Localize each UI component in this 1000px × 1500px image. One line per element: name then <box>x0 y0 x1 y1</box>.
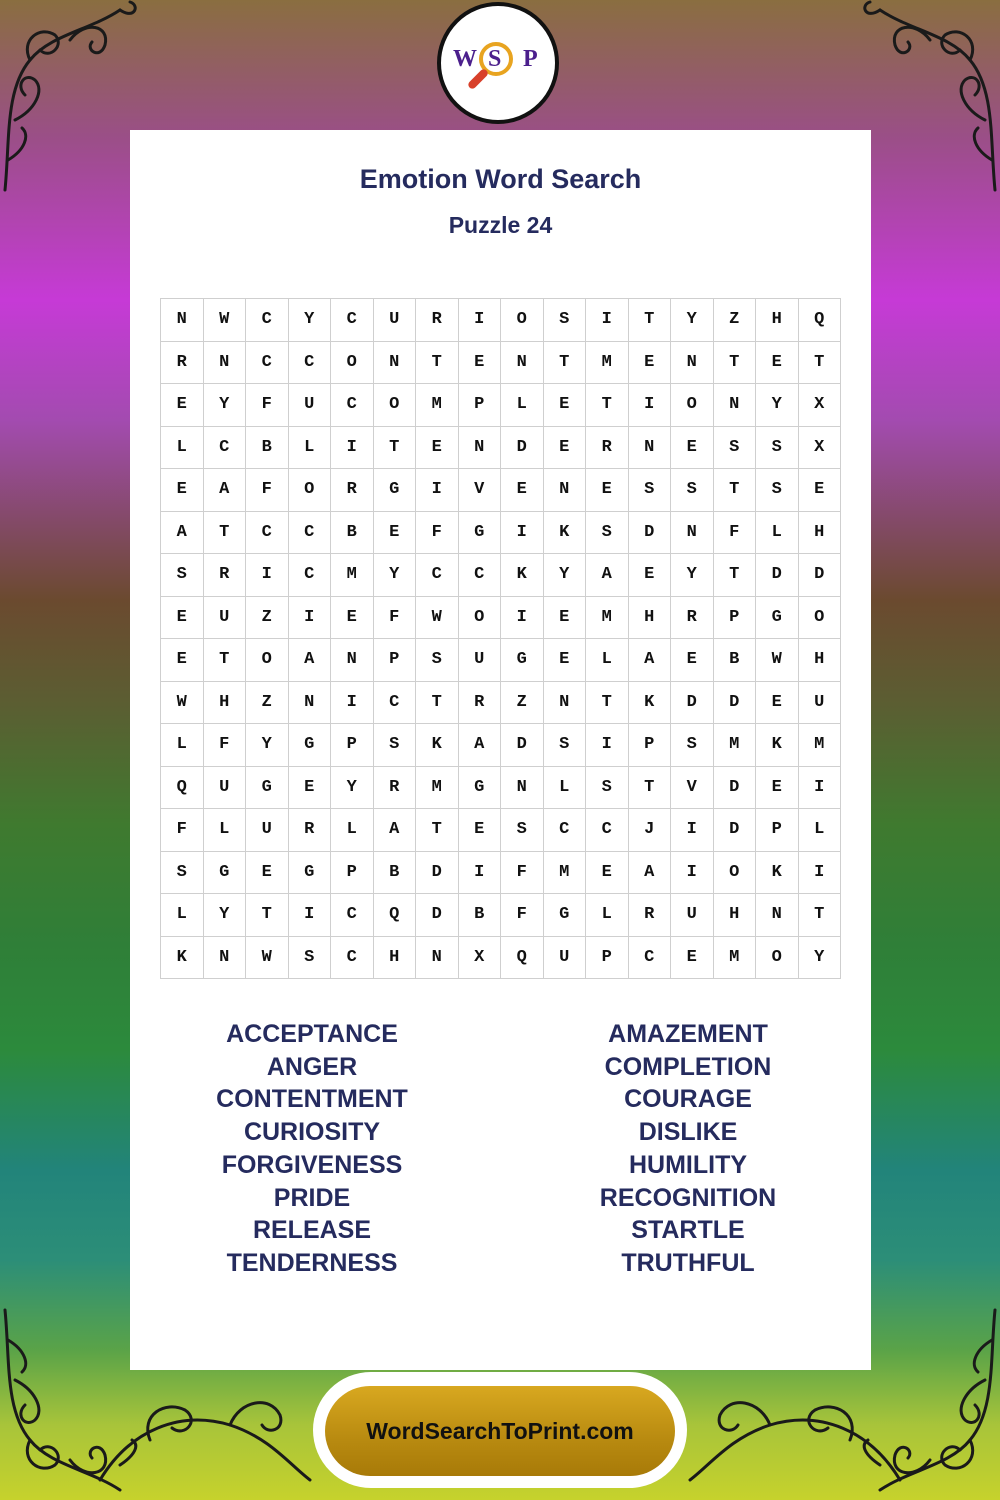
grid-cell[interactable]: C <box>374 682 417 725</box>
grid-cell[interactable]: S <box>289 937 332 980</box>
grid-cell[interactable]: V <box>459 469 502 512</box>
grid-cell[interactable]: L <box>544 767 587 810</box>
grid-cell[interactable]: S <box>756 427 799 470</box>
grid-cell[interactable]: O <box>374 384 417 427</box>
grid-cell[interactable]: M <box>714 724 757 767</box>
grid-cell[interactable]: H <box>756 299 799 342</box>
grid-cell[interactable]: T <box>799 342 842 385</box>
grid-cell[interactable]: K <box>544 512 587 555</box>
grid-cell[interactable]: D <box>501 724 544 767</box>
grid-cell[interactable]: N <box>161 299 204 342</box>
grid-cell[interactable]: Y <box>544 554 587 597</box>
grid-cell[interactable]: Y <box>246 724 289 767</box>
grid-cell[interactable]: E <box>289 767 332 810</box>
grid-cell[interactable]: T <box>629 767 672 810</box>
grid-cell[interactable]: D <box>501 427 544 470</box>
grid-cell[interactable]: U <box>799 682 842 725</box>
grid-cell[interactable]: P <box>331 852 374 895</box>
grid-cell[interactable]: R <box>374 767 417 810</box>
word-item: RECOGNITION <box>599 1183 777 1212</box>
grid-cell[interactable]: S <box>544 724 587 767</box>
grid-cell[interactable]: C <box>459 554 502 597</box>
grid-cell[interactable]: E <box>161 597 204 640</box>
grid-cell[interactable]: D <box>714 682 757 725</box>
grid-cell[interactable]: Y <box>374 554 417 597</box>
grid-cell[interactable]: C <box>246 342 289 385</box>
grid-cell[interactable]: T <box>799 894 842 937</box>
grid-cell[interactable]: D <box>756 554 799 597</box>
grid-cell[interactable]: N <box>544 682 587 725</box>
grid-cell[interactable]: L <box>204 809 247 852</box>
grid-cell[interactable]: S <box>374 724 417 767</box>
grid-cell[interactable]: C <box>586 809 629 852</box>
grid-cell[interactable]: D <box>714 767 757 810</box>
grid-cell[interactable]: T <box>629 299 672 342</box>
grid-cell[interactable]: E <box>374 512 417 555</box>
grid-cell[interactable]: E <box>671 937 714 980</box>
grid-cell[interactable]: T <box>204 512 247 555</box>
grid-cell[interactable]: E <box>161 639 204 682</box>
grid-cell[interactable]: Y <box>671 299 714 342</box>
grid-cell[interactable]: E <box>586 469 629 512</box>
word-item: HUMILITY <box>628 1150 748 1179</box>
grid-cell[interactable]: B <box>714 639 757 682</box>
word-item: ACCEPTANCE <box>226 1020 398 1048</box>
grid-cell[interactable]: P <box>714 597 757 640</box>
site-link-button[interactable] <box>325 1386 675 1476</box>
grid-cell[interactable]: C <box>204 427 247 470</box>
corner-ornament-icon <box>0 0 150 200</box>
grid-cell[interactable]: W <box>204 299 247 342</box>
grid-cell[interactable]: U <box>374 299 417 342</box>
grid-cell[interactable]: U <box>671 894 714 937</box>
grid-cell[interactable]: I <box>331 682 374 725</box>
grid-cell[interactable]: D <box>714 809 757 852</box>
grid-cell[interactable]: Z <box>246 597 289 640</box>
grid-cell[interactable]: E <box>756 682 799 725</box>
site-url: WordSearchToPrint.com <box>366 1417 634 1444</box>
grid-cell[interactable]: G <box>501 639 544 682</box>
grid-cell[interactable]: L <box>586 894 629 937</box>
grid-cell[interactable]: D <box>799 554 842 597</box>
grid-cell[interactable]: I <box>416 469 459 512</box>
letter-grid <box>160 298 841 979</box>
grid-cell[interactable]: Q <box>799 299 842 342</box>
grid-cell[interactable]: S <box>671 724 714 767</box>
grid-cell[interactable]: M <box>331 554 374 597</box>
grid-cell[interactable]: N <box>204 937 247 980</box>
logo-letter: P <box>523 46 538 72</box>
grid-cell[interactable]: A <box>204 469 247 512</box>
grid-cell[interactable]: C <box>544 809 587 852</box>
grid-cell[interactable]: S <box>714 427 757 470</box>
grid-cell[interactable]: L <box>799 809 842 852</box>
word-item: RELEASE <box>252 1216 372 1245</box>
grid-cell[interactable]: S <box>756 469 799 512</box>
grid-cell[interactable]: I <box>671 809 714 852</box>
grid-cell[interactable]: O <box>331 342 374 385</box>
grid-cell[interactable]: D <box>671 682 714 725</box>
grid-cell[interactable]: O <box>501 299 544 342</box>
word-item: PRIDE <box>273 1183 351 1212</box>
grid-cell[interactable]: O <box>799 597 842 640</box>
grid-cell[interactable]: N <box>671 512 714 555</box>
grid-cell[interactable]: M <box>416 384 459 427</box>
grid-cell[interactable]: I <box>799 767 842 810</box>
grid-cell[interactable]: L <box>161 427 204 470</box>
grid-cell[interactable]: M <box>714 937 757 980</box>
grid-cell[interactable]: G <box>289 852 332 895</box>
grid-cell[interactable]: O <box>756 937 799 980</box>
grid-cell[interactable]: N <box>629 427 672 470</box>
grid-cell[interactable]: N <box>756 894 799 937</box>
grid-cell[interactable]: N <box>501 342 544 385</box>
grid-cell[interactable]: T <box>714 469 757 512</box>
corner-ornament-icon <box>850 0 1000 200</box>
grid-cell[interactable]: T <box>246 894 289 937</box>
grid-cell[interactable]: S <box>501 809 544 852</box>
word-item: COURAGE <box>624 1085 752 1114</box>
grid-cell[interactable]: G <box>756 597 799 640</box>
grid-cell[interactable]: T <box>544 342 587 385</box>
grid-cell[interactable]: K <box>161 937 204 980</box>
grid-cell[interactable]: E <box>416 427 459 470</box>
grid-cell[interactable]: E <box>459 809 502 852</box>
grid-cell[interactable]: I <box>459 299 502 342</box>
grid-cell[interactable]: M <box>416 767 459 810</box>
grid-cell[interactable]: D <box>629 512 672 555</box>
grid-cell[interactable]: I <box>289 597 332 640</box>
grid-cell[interactable]: W <box>416 597 459 640</box>
grid-cell[interactable]: A <box>629 639 672 682</box>
grid-cell[interactable]: I <box>629 384 672 427</box>
grid-cell[interactable]: R <box>459 682 502 725</box>
grid-cell[interactable]: E <box>544 427 587 470</box>
grid-cell[interactable]: E <box>331 597 374 640</box>
grid-cell[interactable]: C <box>289 554 332 597</box>
grid-cell[interactable]: D <box>416 894 459 937</box>
grid-cell[interactable]: C <box>331 894 374 937</box>
grid-cell[interactable]: E <box>161 384 204 427</box>
grid-cell[interactable]: E <box>756 767 799 810</box>
grid-cell[interactable]: W <box>756 639 799 682</box>
grid-cell[interactable]: S <box>629 469 672 512</box>
grid-cell[interactable]: H <box>204 682 247 725</box>
grid-cell[interactable]: M <box>799 724 842 767</box>
footer-badge <box>313 1372 687 1488</box>
logo-letter: W <box>453 46 477 72</box>
word-item: FORGIVENESS <box>221 1150 403 1179</box>
grid-cell[interactable]: Y <box>671 554 714 597</box>
grid-cell[interactable]: S <box>161 852 204 895</box>
grid-cell[interactable]: I <box>289 894 332 937</box>
scroll-ornament-icon <box>680 1370 910 1490</box>
grid-cell[interactable]: R <box>671 597 714 640</box>
puzzle-number: Puzzle 24 <box>448 212 553 238</box>
grid-cell[interactable]: Y <box>204 384 247 427</box>
grid-cell[interactable]: F <box>501 852 544 895</box>
word-list-left <box>162 1018 462 1280</box>
grid-cell[interactable]: B <box>246 427 289 470</box>
grid-cell[interactable]: H <box>799 639 842 682</box>
grid-cell[interactable]: N <box>459 427 502 470</box>
grid-cell[interactable]: M <box>586 597 629 640</box>
grid-cell[interactable]: G <box>289 724 332 767</box>
grid-cell[interactable]: V <box>671 767 714 810</box>
grid-cell[interactable]: Y <box>204 894 247 937</box>
grid-cell[interactable]: H <box>374 937 417 980</box>
grid-cell[interactable]: G <box>374 469 417 512</box>
grid-cell[interactable]: Q <box>374 894 417 937</box>
grid-cell[interactable]: Z <box>714 299 757 342</box>
grid-cell[interactable]: F <box>416 512 459 555</box>
grid-cell[interactable]: N <box>544 469 587 512</box>
grid-cell[interactable]: G <box>459 767 502 810</box>
grid-cell[interactable]: R <box>161 342 204 385</box>
grid-cell[interactable]: B <box>331 512 374 555</box>
grid-cell[interactable]: X <box>459 937 502 980</box>
grid-cell[interactable]: I <box>246 554 289 597</box>
grid-cell[interactable]: E <box>246 852 289 895</box>
grid-cell[interactable]: O <box>671 384 714 427</box>
grid-cell[interactable]: H <box>629 597 672 640</box>
grid-cell[interactable]: I <box>501 512 544 555</box>
grid-cell[interactable]: S <box>586 512 629 555</box>
grid-cell[interactable]: T <box>416 342 459 385</box>
grid-cell[interactable]: M <box>586 342 629 385</box>
grid-cell[interactable]: R <box>629 894 672 937</box>
grid-cell[interactable]: C <box>331 299 374 342</box>
grid-cell[interactable]: T <box>714 554 757 597</box>
grid-cell[interactable]: R <box>416 299 459 342</box>
grid-cell[interactable]: N <box>289 682 332 725</box>
word-item: DISLIKE <box>638 1118 738 1147</box>
grid-cell[interactable]: F <box>204 724 247 767</box>
grid-cell[interactable]: A <box>374 809 417 852</box>
grid-cell[interactable]: L <box>331 809 374 852</box>
grid-cell[interactable]: F <box>161 809 204 852</box>
grid-cell[interactable]: Q <box>501 937 544 980</box>
word-item: STARTLE <box>631 1216 745 1245</box>
grid-cell[interactable]: A <box>161 512 204 555</box>
word-item: ANGER <box>266 1052 358 1081</box>
grid-cell[interactable]: Z <box>501 682 544 725</box>
grid-cell[interactable]: G <box>204 852 247 895</box>
grid-cell[interactable]: L <box>586 639 629 682</box>
grid-cell[interactable]: A <box>586 554 629 597</box>
grid-cell[interactable]: R <box>331 469 374 512</box>
grid-cell[interactable]: E <box>544 597 587 640</box>
grid-cell[interactable]: N <box>671 342 714 385</box>
scroll-ornament-icon <box>90 1370 320 1490</box>
grid-cell[interactable]: E <box>756 342 799 385</box>
grid-cell[interactable]: I <box>671 852 714 895</box>
grid-cell[interactable]: K <box>501 554 544 597</box>
site-logo[interactable] <box>437 2 559 124</box>
grid-cell[interactable]: R <box>204 554 247 597</box>
grid-cell[interactable]: L <box>756 512 799 555</box>
grid-cell[interactable]: O <box>246 639 289 682</box>
grid-cell[interactable]: F <box>714 512 757 555</box>
grid-cell[interactable]: F <box>246 384 289 427</box>
grid-cell[interactable]: E <box>544 384 587 427</box>
grid-cell[interactable]: L <box>161 724 204 767</box>
grid-cell[interactable]: T <box>586 384 629 427</box>
grid-cell[interactable]: C <box>331 937 374 980</box>
grid-cell[interactable]: G <box>544 894 587 937</box>
grid-cell[interactable]: X <box>799 384 842 427</box>
grid-cell[interactable]: U <box>459 639 502 682</box>
grid-cell[interactable]: E <box>671 427 714 470</box>
grid-cell[interactable]: C <box>246 299 289 342</box>
grid-cell[interactable]: I <box>501 597 544 640</box>
grid-cell[interactable]: U <box>544 937 587 980</box>
grid-cell[interactable]: U <box>204 597 247 640</box>
grid-cell[interactable]: N <box>331 639 374 682</box>
grid-cell[interactable]: T <box>204 639 247 682</box>
grid-cell[interactable]: H <box>714 894 757 937</box>
grid-cell[interactable]: F <box>501 894 544 937</box>
grid-cell[interactable]: N <box>714 384 757 427</box>
grid-cell[interactable]: R <box>586 427 629 470</box>
grid-cell[interactable]: L <box>289 427 332 470</box>
grid-cell[interactable]: S <box>161 554 204 597</box>
grid-cell[interactable]: E <box>586 852 629 895</box>
grid-cell[interactable]: L <box>161 894 204 937</box>
grid-cell[interactable]: E <box>799 469 842 512</box>
grid-cell[interactable]: C <box>416 554 459 597</box>
grid-cell[interactable]: O <box>289 469 332 512</box>
word-item: TENDERNESS <box>226 1248 398 1277</box>
grid-cell[interactable]: N <box>416 937 459 980</box>
grid-cell[interactable]: K <box>756 724 799 767</box>
grid-cell[interactable]: N <box>204 342 247 385</box>
grid-cell[interactable]: W <box>246 937 289 980</box>
grid-cell[interactable]: K <box>629 682 672 725</box>
grid-cell[interactable]: T <box>416 682 459 725</box>
grid-cell[interactable]: I <box>799 852 842 895</box>
grid-cell[interactable]: T <box>714 342 757 385</box>
grid-cell[interactable]: I <box>331 427 374 470</box>
grid-cell[interactable]: J <box>629 809 672 852</box>
word-item: AMAZEMENT <box>608 1020 768 1048</box>
grid-cell[interactable]: T <box>374 427 417 470</box>
grid-cell[interactable]: A <box>459 724 502 767</box>
logo-letter: S <box>488 46 502 72</box>
grid-cell[interactable]: T <box>586 682 629 725</box>
grid-cell[interactable]: C <box>289 512 332 555</box>
grid-cell[interactable]: S <box>671 469 714 512</box>
grid-cell[interactable]: W <box>161 682 204 725</box>
grid-cell[interactable]: P <box>459 384 502 427</box>
grid-cell[interactable]: B <box>374 852 417 895</box>
grid-cell[interactable]: S <box>544 299 587 342</box>
grid-cell[interactable]: X <box>799 427 842 470</box>
grid-cell[interactable]: O <box>459 597 502 640</box>
grid-cell[interactable]: G <box>246 767 289 810</box>
grid-cell[interactable]: A <box>289 639 332 682</box>
grid-cell[interactable]: C <box>246 512 289 555</box>
grid-cell[interactable]: I <box>459 852 502 895</box>
word-item: CONTENTMENT <box>216 1085 408 1114</box>
grid-cell[interactable]: C <box>289 342 332 385</box>
grid-cell[interactable]: E <box>501 469 544 512</box>
grid-cell[interactable]: S <box>416 639 459 682</box>
grid-cell[interactable]: U <box>246 809 289 852</box>
grid-cell[interactable]: P <box>629 724 672 767</box>
grid-cell[interactable]: E <box>459 342 502 385</box>
grid-cell[interactable]: Y <box>756 384 799 427</box>
grid-cell[interactable]: U <box>289 384 332 427</box>
grid-cell[interactable]: C <box>629 937 672 980</box>
grid-cell[interactable]: G <box>459 512 502 555</box>
grid-cell[interactable]: P <box>756 809 799 852</box>
grid-cell[interactable]: Z <box>246 682 289 725</box>
grid-cell[interactable]: Y <box>799 937 842 980</box>
word-item: CURIOSITY <box>243 1118 381 1147</box>
grid-cell[interactable]: A <box>629 852 672 895</box>
grid-cell[interactable]: K <box>756 852 799 895</box>
grid-cell[interactable]: U <box>204 767 247 810</box>
grid-cell[interactable]: I <box>586 299 629 342</box>
grid-cell[interactable]: E <box>161 469 204 512</box>
grid-cell[interactable]: E <box>544 639 587 682</box>
word-item: TRUTHFUL <box>621 1248 755 1277</box>
grid-cell[interactable]: C <box>331 384 374 427</box>
grid-cell[interactable]: K <box>416 724 459 767</box>
page-title: Emotion Word Search <box>359 164 642 194</box>
grid-cell[interactable]: O <box>714 852 757 895</box>
grid-cell[interactable]: P <box>586 937 629 980</box>
puzzle-card <box>130 130 871 1370</box>
grid-cell[interactable]: S <box>586 767 629 810</box>
grid-cell[interactable]: N <box>501 767 544 810</box>
grid-cell[interactable]: I <box>586 724 629 767</box>
grid-cell[interactable]: N <box>374 342 417 385</box>
grid-cell[interactable]: B <box>459 894 502 937</box>
grid-cell[interactable]: E <box>629 554 672 597</box>
word-list-right <box>538 1018 838 1280</box>
grid-cell[interactable]: F <box>374 597 417 640</box>
grid-cell[interactable]: P <box>374 639 417 682</box>
word-item: COMPLETION <box>604 1052 772 1081</box>
grid-cell[interactable]: P <box>331 724 374 767</box>
grid-cell[interactable]: Q <box>161 767 204 810</box>
grid-cell[interactable]: L <box>501 384 544 427</box>
grid-cell[interactable]: T <box>416 809 459 852</box>
grid-cell[interactable]: E <box>671 639 714 682</box>
grid-cell[interactable]: Y <box>289 299 332 342</box>
grid-cell[interactable]: F <box>246 469 289 512</box>
grid-cell[interactable]: D <box>416 852 459 895</box>
grid-cell[interactable]: E <box>629 342 672 385</box>
grid-cell[interactable]: Y <box>331 767 374 810</box>
grid-cell[interactable]: R <box>289 809 332 852</box>
grid-cell[interactable]: M <box>544 852 587 895</box>
grid-cell[interactable]: H <box>799 512 842 555</box>
